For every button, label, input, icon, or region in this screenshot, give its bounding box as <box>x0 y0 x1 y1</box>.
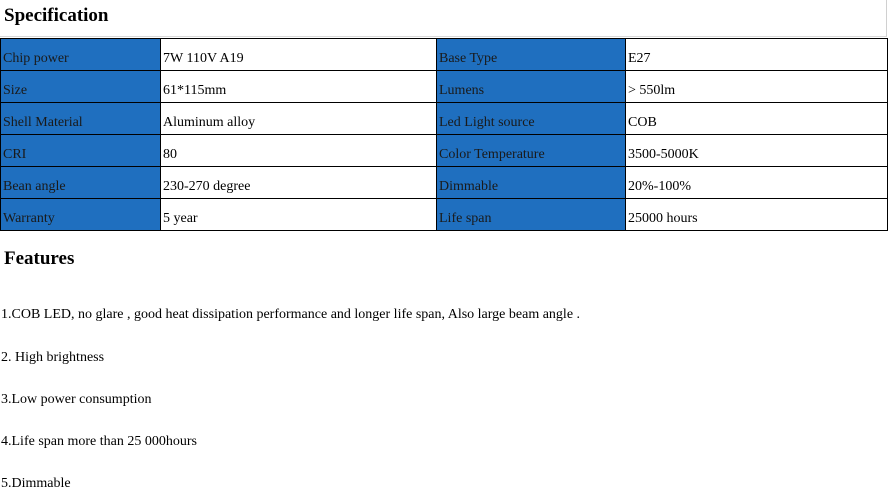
spec-value: 61*115mm <box>161 71 437 103</box>
spec-value: 25000 hours <box>626 199 888 231</box>
feature-item: 3.Low power consumption <box>1 392 152 407</box>
spec-value: > 550lm <box>626 71 888 103</box>
spec-label: Led Light source <box>437 103 626 135</box>
spec-value: COB <box>626 103 888 135</box>
spec-label: Shell Material <box>1 103 161 135</box>
feature-item: 1.COB LED, no glare , good heat dissipation performance and longer life span, Also large beam angle . <box>1 307 581 322</box>
spec-label: CRI <box>1 135 161 167</box>
spec-value: 230-270 degree <box>161 167 437 199</box>
feature-item: 2. High brightness <box>1 350 105 365</box>
spec-label: Size <box>1 71 161 103</box>
spec-value: 5 year <box>161 199 437 231</box>
spec-value: 3500-5000K <box>626 135 888 167</box>
spec-label: Bean angle <box>1 167 161 199</box>
table-row <box>1 39 888 71</box>
spec-label: Warranty <box>1 199 161 231</box>
spec-label: Life span <box>437 199 626 231</box>
specification-table <box>0 38 888 231</box>
table-row <box>1 167 888 199</box>
specification-title: Specification <box>4 5 109 26</box>
spec-label: Chip power <box>1 39 161 71</box>
spec-label: Base Type <box>437 39 626 71</box>
features-title: Features <box>4 248 75 269</box>
feature-item: 5.Dimmable <box>1 476 71 491</box>
table-row <box>1 71 888 103</box>
spec-value: 7W 110V A19 <box>161 39 437 71</box>
specification-header <box>0 0 887 37</box>
feature-item: 4.Life span more than 25 000hours <box>1 434 197 449</box>
table-row <box>1 199 888 231</box>
table-row <box>1 135 888 167</box>
spec-label: Lumens <box>437 71 626 103</box>
spec-value: 80 <box>161 135 437 167</box>
spec-label: Color Temperature <box>437 135 626 167</box>
spec-value: E27 <box>626 39 888 71</box>
table-row <box>1 103 888 135</box>
spec-value: Aluminum alloy <box>161 103 437 135</box>
spec-value: 20%-100% <box>626 167 888 199</box>
spec-label: Dimmable <box>437 167 626 199</box>
